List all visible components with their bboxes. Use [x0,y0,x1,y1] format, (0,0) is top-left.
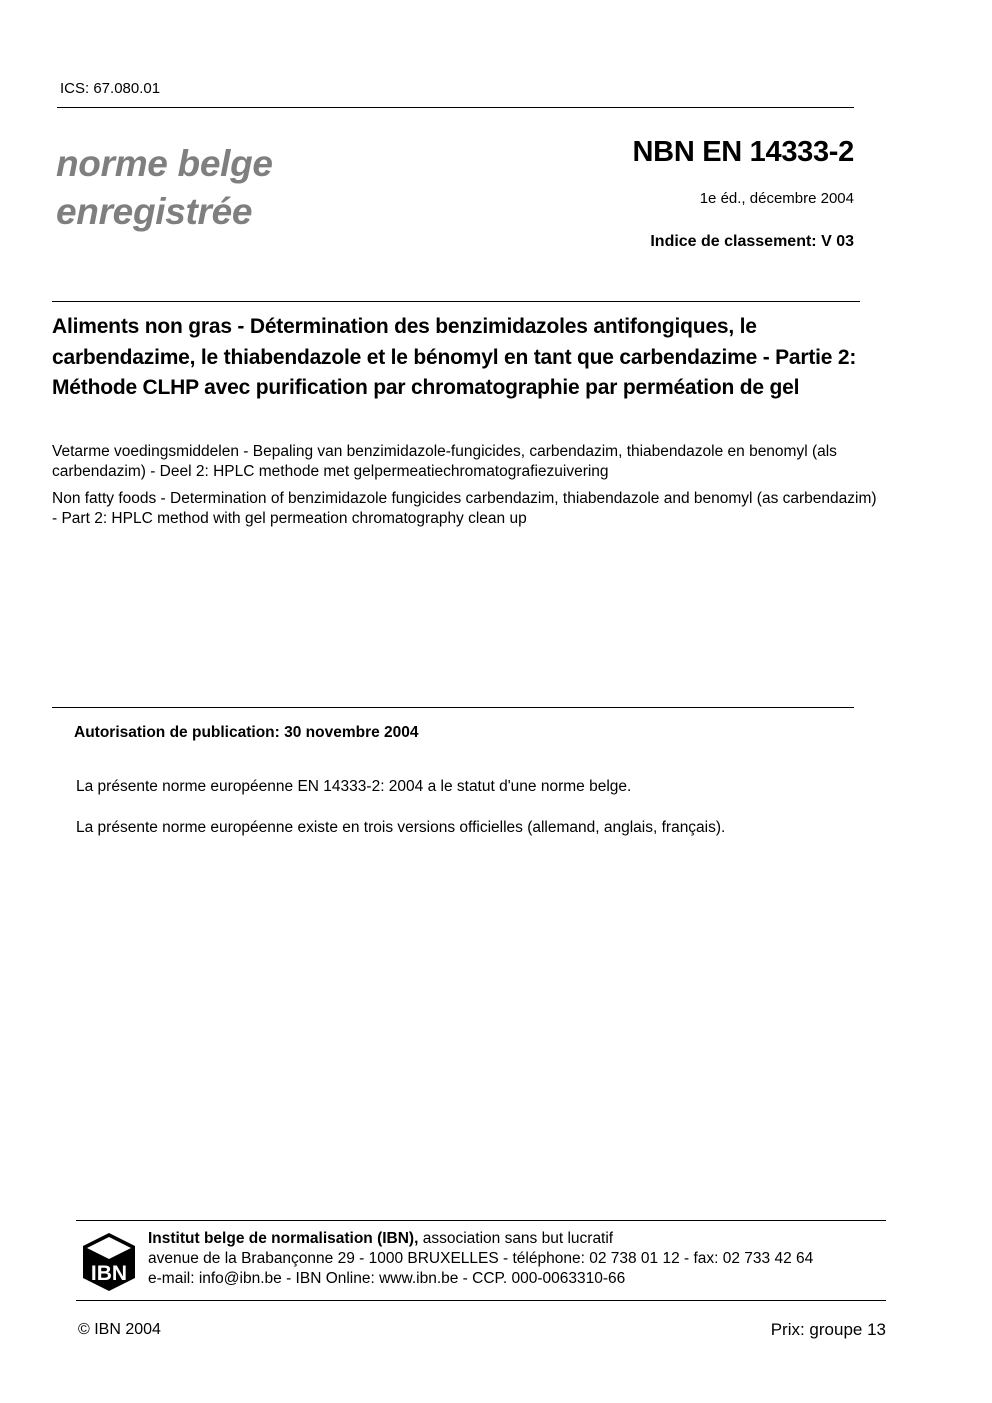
edition-date: 1e éd., décembre 2004 [699,190,854,207]
footer-top-rule [76,1220,886,1221]
price-group: Prix: groupe 13 [770,1320,886,1339]
institute-contact: e-mail: info@ibn.be - IBN Online: www.ibn.be - CCP. 000-0063310-66 [148,1270,626,1287]
brand-line-2: enregistrée [56,191,253,232]
institute-info [148,1229,813,1289]
institute-address: avenue de la Brabançonne 29 - 1000 BRUXELLES - téléphone: 02 738 01 12 - fax: 02 733 42 64 [148,1250,814,1267]
classification-index: Indice de classement: V 03 [650,233,854,250]
title-top-rule [52,301,860,302]
brand-title [56,140,273,236]
ics-code: ICS: 67.080.01 [60,80,161,97]
institute-name: Institut belge de normalisation (IBN), [148,1230,419,1247]
brand-line-1: norme belge [56,143,273,184]
institute-line [148,1229,813,1249]
ibn-logo-icon [82,1232,136,1292]
ibn-logo-text: IBN [90,1262,128,1285]
standard-code: NBN EN 14333-2 [632,136,854,168]
title-dutch: Vetarme voedingsmiddelen - Bepaling van benzimidazole-fungicides, carbendazim, thiabendazole en benomyl (als carbendazim) - Deel 2: HPLC methode met gelpermeatiechromatografiezuivering [52,443,837,480]
top-rule [57,107,854,108]
versions-statement: La présente norme européenne existe en trois versions officielles (allemand, anglais, français). [76,819,726,836]
footer-bottom-rule [76,1300,886,1301]
status-statement: La présente norme européenne EN 14333-2: 2004 a le statut d'une norme belge. [76,778,632,795]
publication-top-rule [52,707,854,708]
publication-authorisation: Autorisation de publication: 30 novembre 2004 [74,724,419,741]
title-french: Aliments non gras - Détermination des benzimidazoles antifongiques, le carbendazime, le thiabendazole et le bénomyl en tant que carbendazime - Partie 2: Méthode CLHP avec purification par chromatographie par perméation de gel [52,315,857,399]
title-english: Non fatty foods - Determination of benzimidazole fungicides carbendazim, thiabendazole and benomyl (as carbendazim) - Part 2: HPLC method with gel permeation chromatography clean up [52,490,877,527]
copyright: © IBN 2004 [78,1321,161,1338]
ibn-logo [82,1232,136,1292]
institute-description: association sans but lucratif [418,1230,614,1247]
